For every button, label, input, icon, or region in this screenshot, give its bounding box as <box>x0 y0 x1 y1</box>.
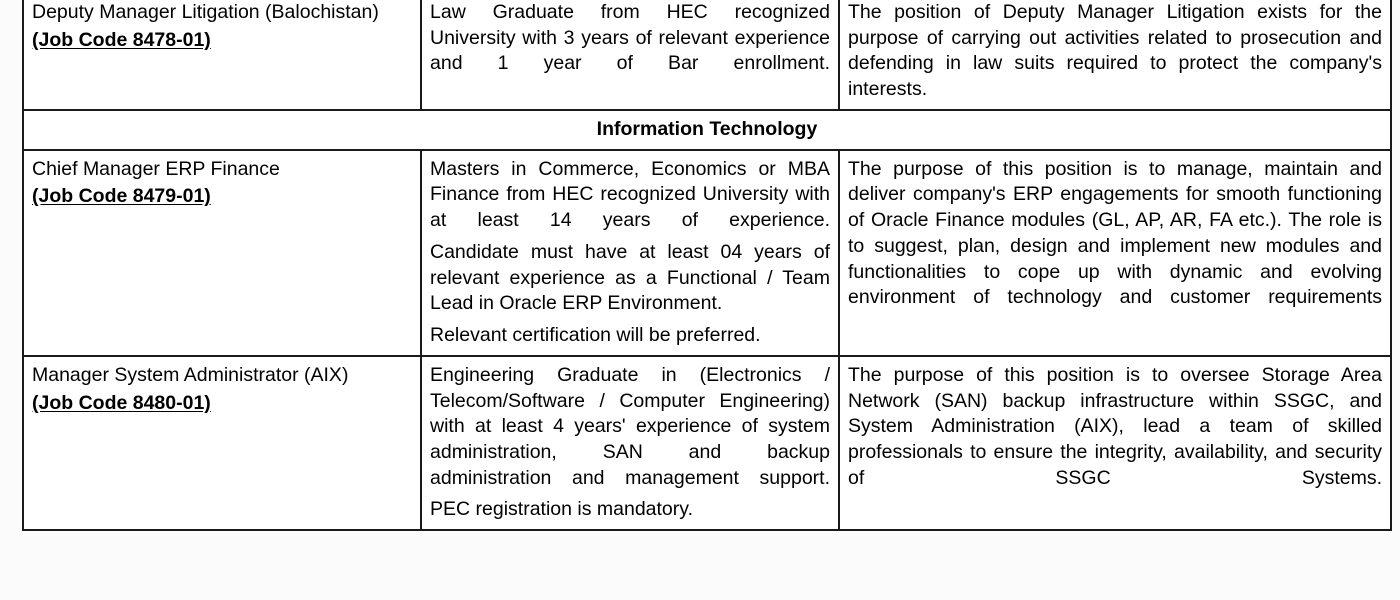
table-row <box>23 0 1391 110</box>
requirement-text: Engineering Graduate in (Electronics / Telecom/Software / Computer Engineering) with at least 4 years' experience of system administration, SAN and backup administration and management support. <box>430 363 830 489</box>
job-code: (Job Code 8480-01) <box>32 391 211 414</box>
table-row <box>23 356 1391 530</box>
purpose-text: The purpose of this position is to oversee Storage Area Network (SAN) backup infrastructure within SSGC, and System Administration (AIX), lead a team of skilled professionals to ensure the integrity, availability, and security of SSGC Systems. <box>848 363 1382 489</box>
qualification-cell-litigation <box>421 0 839 110</box>
requirement-text: Candidate must have at least 04 years of relevant experience as a Functional / Team Lead in Oracle ERP Environment. <box>430 240 830 315</box>
requirement-text: PEC registration is mandatory. <box>430 498 693 521</box>
requirement-text: Relevant certification will be preferred. <box>430 324 761 347</box>
position-cell-litigation <box>23 0 421 110</box>
qualification-cell-erp-finance <box>421 150 839 356</box>
position-title: Chief Manager ERP Finance <box>32 157 280 180</box>
job-code: (Job Code 8479-01) <box>32 185 211 208</box>
position-cell-erp-finance <box>23 150 421 356</box>
table-row <box>23 150 1391 356</box>
qualification-cell-system-administrator <box>421 356 839 530</box>
requirement-text: Masters in Commerce, Economics or MBA Finance from HEC recognized University with at least 14 years of experience. <box>430 157 830 232</box>
job-code: (Job Code 8478-01) <box>32 28 211 51</box>
purpose-cell-system-administrator <box>839 356 1391 530</box>
purpose-cell-litigation <box>839 0 1391 110</box>
purpose-text: The position of Deputy Manager Litigation exists for the purpose of carrying out activities related to prosecution and defending in law suits required to protect the company's interests. <box>848 1 1382 101</box>
position-title: Manager System Administrator (AIX) <box>32 363 349 386</box>
position-cell-system-administrator <box>23 356 421 530</box>
job-listings-table <box>22 0 1392 531</box>
section-heading-information-technology: Information Technology <box>23 110 1391 150</box>
purpose-cell-erp-finance <box>839 150 1391 356</box>
purpose-text: The purpose of this position is to manage, maintain and deliver company's ERP engagements for smooth functioning of Oracle Finance modules (GL, AP, AR, FA etc.). The role is to suggest, plan, design and implement new modules and functionalities to cope up with dynamic and evolving environment of technology and customer requirements <box>848 157 1382 309</box>
position-title: Deputy Manager Litigation (Balochistan) <box>32 1 379 23</box>
section-heading-row <box>23 110 1391 150</box>
requirement-text: Law Graduate from HEC recognized University with 3 years of relevant experience and 1 year of Bar enrollment. <box>430 1 830 75</box>
